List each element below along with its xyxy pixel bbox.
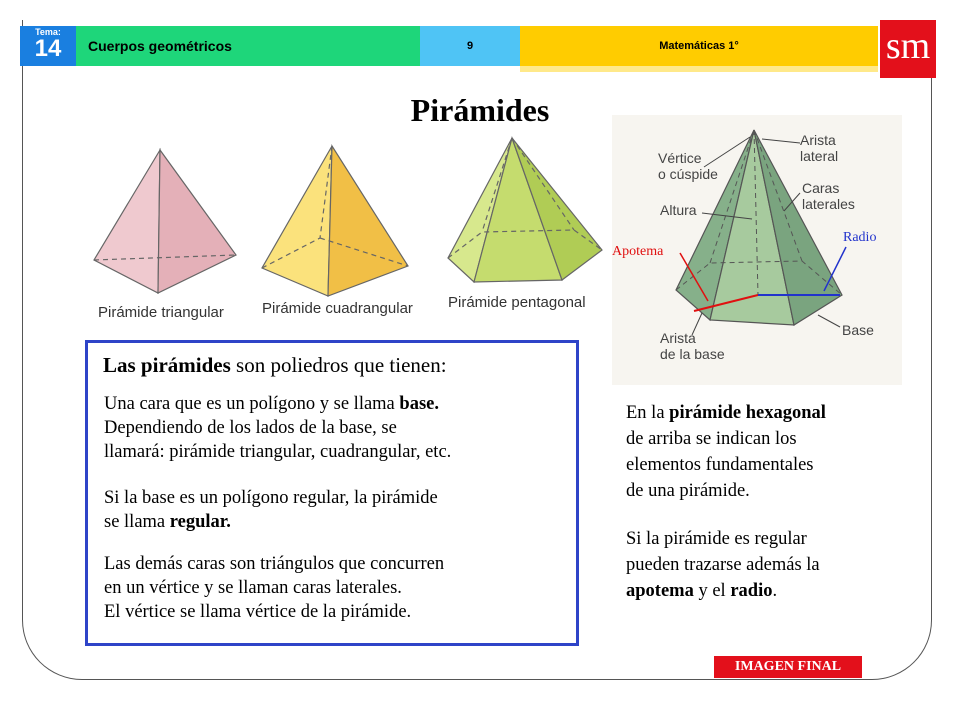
pentagonal-pyramid-figure bbox=[442, 132, 612, 292]
definition-paragraph-2: Si la base es un polígono regular, la pirámide se llama regular. bbox=[104, 488, 438, 532]
cuadrangular-caption: Pirámide cuadrangular bbox=[262, 300, 413, 317]
tema-number: 14 bbox=[34, 35, 62, 62]
definition-paragraph-1: Una cara que es un polígono y se llama base. Dependiendo de los lados de la base, se llamará: pirámide triangular, cuadrangular, etc. bbox=[104, 394, 452, 462]
label-vertice: Vértice o cúspide bbox=[658, 150, 718, 182]
tema-label: Tema: bbox=[35, 27, 61, 37]
label-apotema: Apotema bbox=[612, 244, 664, 259]
pentagonal-caption: Pirámide pentagonal bbox=[448, 294, 586, 311]
label-altura: Altura bbox=[660, 202, 697, 218]
hexagonal-explanation: En la pirámide hexagonal de arriba se indican los elementos fundamentales de una pirámide. bbox=[626, 403, 826, 501]
label-base: Base bbox=[842, 322, 874, 338]
header-underline bbox=[520, 66, 878, 72]
tema-badge bbox=[20, 26, 76, 66]
square-pyramid-figure bbox=[258, 140, 428, 305]
sm-logo: sm bbox=[880, 20, 936, 78]
label-radio: Radio bbox=[843, 230, 877, 245]
triangular-caption: Pirámide triangular bbox=[98, 304, 224, 321]
definition-paragraph-3: Las demás caras son triángulos que concurren en un vértice y se llaman caras laterales. El vértice se llama vértice de la pirámide. bbox=[104, 554, 445, 622]
label-arista-base: Arista de la base bbox=[660, 330, 725, 362]
regular-explanation: Si la pirámide es regular pueden trazarse además la apotema y el radio. bbox=[626, 529, 820, 601]
page-number: 9 bbox=[420, 26, 520, 66]
course-name: Matemáticas 1° bbox=[520, 26, 878, 66]
triangular-pyramid-figure bbox=[88, 145, 248, 305]
label-arista-lateral: Arista lateral bbox=[800, 132, 839, 164]
imagen-final-badge[interactable]: IMAGEN FINAL bbox=[714, 656, 862, 678]
label-caras-laterales: Caras laterales bbox=[802, 180, 855, 212]
section-title: Cuerpos geométricos bbox=[76, 26, 420, 66]
definition-heading: Las pirámides son poliedros que tienen: bbox=[103, 353, 447, 377]
page-title: Pirámides bbox=[410, 92, 550, 128]
